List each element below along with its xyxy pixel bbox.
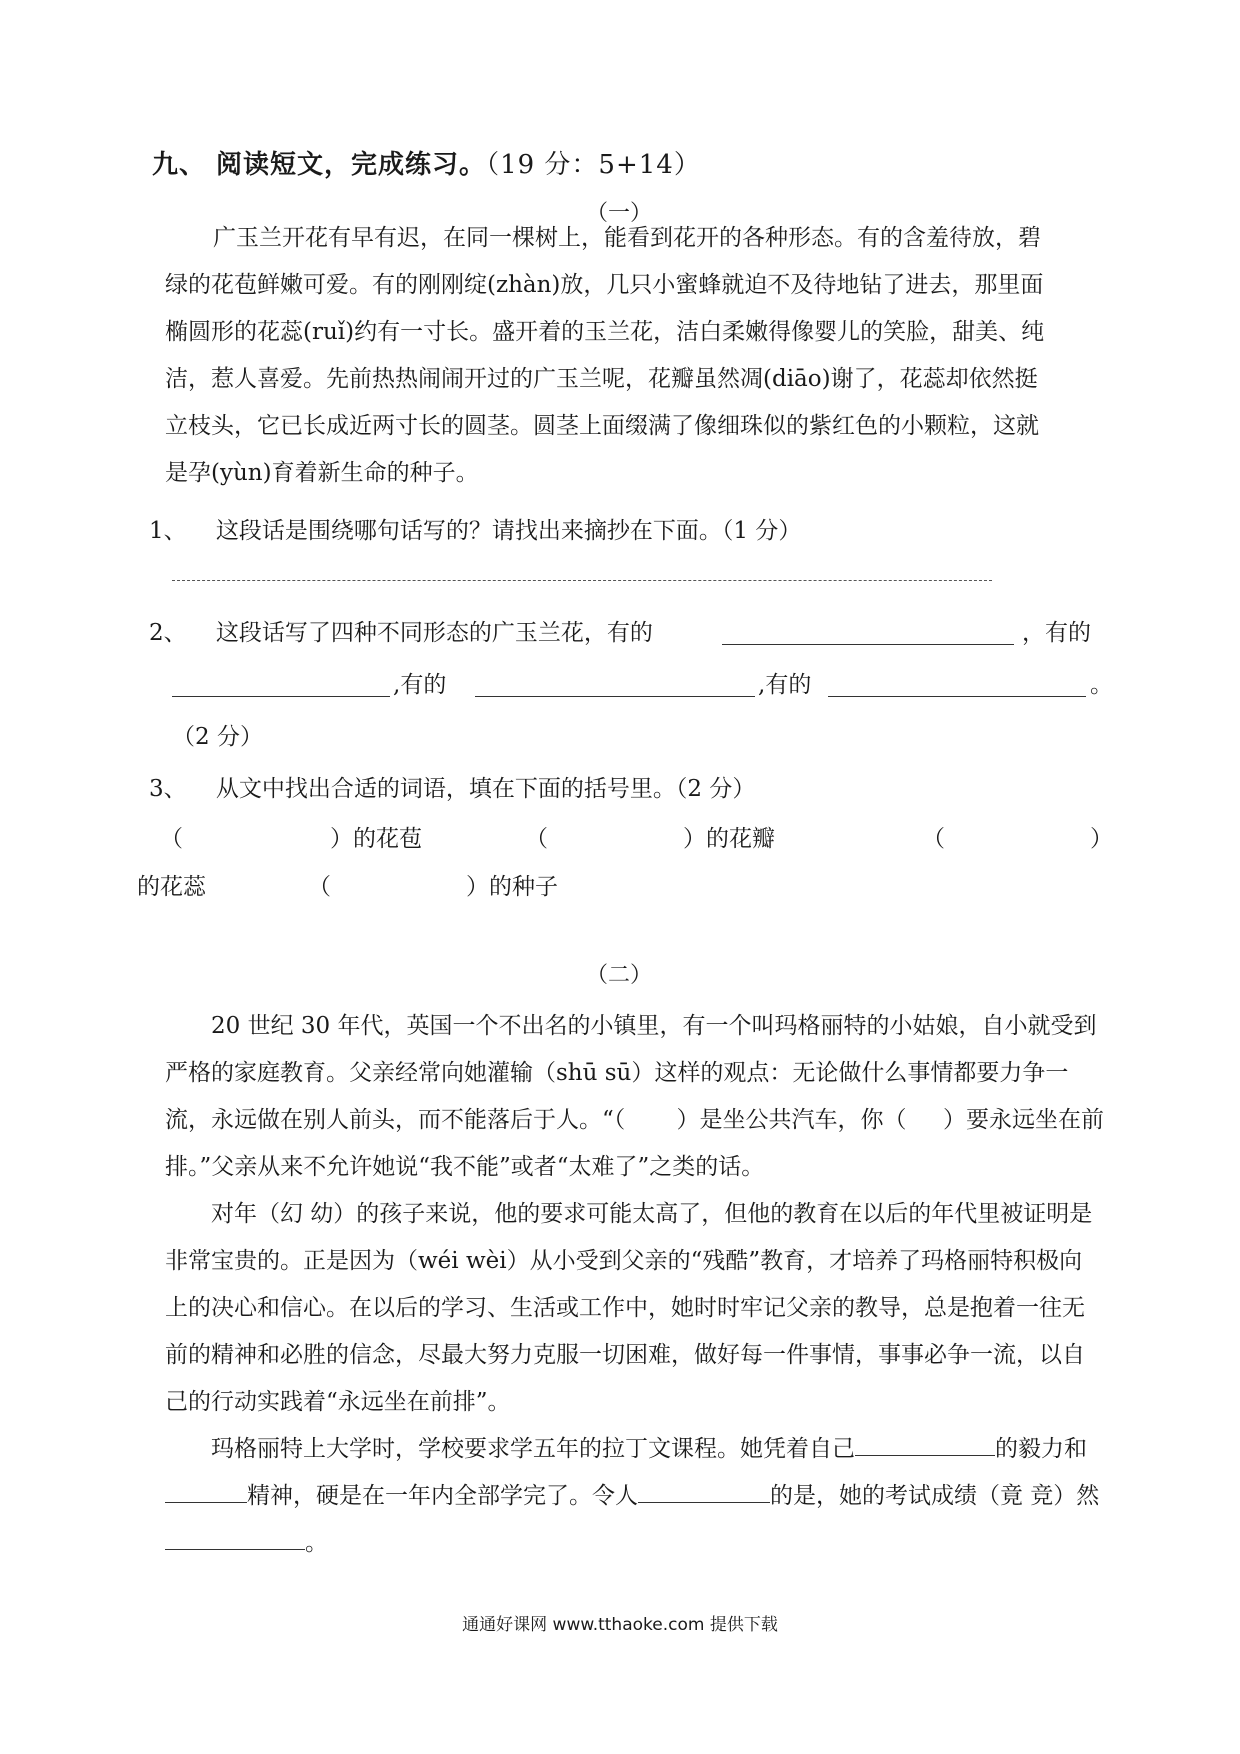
passage1-line: 广玉兰开花有早有迟，在同一棵树上，能看到花开的各种形态。有的含羞待放，碧	[213, 225, 1041, 251]
separator: ,有的	[758, 672, 812, 698]
question-number: 2、	[149, 620, 187, 646]
fill-paren[interactable]: （	[160, 826, 183, 852]
fill-item: ）的花瓣	[683, 826, 775, 852]
fill-paren[interactable]: （	[922, 826, 945, 852]
separator-comma: ，有的	[1022, 620, 1091, 646]
section-title: 九、 阅读短文，完成练习。（19 分：5+14）	[152, 150, 701, 180]
passage1-line: 洁，惹人喜爱。先前热热闹闹开过的广玉兰呢，花瓣虽然凋(diāo)谢了，花蕊却依然挺	[165, 366, 1038, 392]
question-3	[149, 770, 755, 803]
question-2	[149, 614, 653, 647]
passage2-paragraph: 20 世纪 30 年代，英国一个不出名的小镇里，有一个叫玛格丽特的小姑娘，自小就受到严格的家庭教育。父亲经常向她灌输（shū sū）这样的观点：无论做什么事情都要力争一流，永远做在别人前头，而不能落后于人。“（ ）是坐公共汽车，你（ ）要永远坐在前排。”父亲从来不允许她说“我不能”或者“太难了”之类的话。	[165, 1013, 1105, 1180]
passage2-paragraph: 对年（幻 幼）的孩子来说，他的要求可能太高了，但他的教育在以后的年代里被证明是非常宝贵的。正是因为（wéi wèi）从小受到父亲的“残酷”教育，才培养了玛格丽特积极向上的决心和信心。在以后的学习、生活或工作中，她时时牢记父亲的教导，总是抱着一往无前的精神和必胜的信念，尽最大努力克服一切困难，做好每一件事情，事事必争一流，以自己的行动实践着“永远坐在前排”。	[165, 1201, 1093, 1415]
footer-credit: 通通好课网 www.tthaoke.com 提供下载	[462, 1615, 778, 1635]
sentence-end: 。	[1090, 672, 1113, 698]
answer-line-q1[interactable]	[172, 580, 992, 581]
passage1-line: 是孕(yùn)育着新生命的种子。	[165, 460, 479, 486]
passage1-line: 绿的花苞鲜嫩可爱。有的刚刚绽(zhàn)放，几只小蜜蜂就迫不及待地钻了进去，那里面	[165, 272, 1044, 298]
question-1	[149, 512, 801, 545]
answer-blank[interactable]	[828, 696, 1086, 697]
question-number: 3、	[149, 776, 187, 802]
fill-paren[interactable]: （	[525, 826, 548, 852]
question-number: 1、	[149, 518, 187, 544]
answer-blank[interactable]	[475, 696, 755, 697]
fill-item: ）的种子	[466, 874, 558, 900]
question-text: 这段话写了四种不同形态的广玉兰花，有的	[215, 620, 653, 646]
question-text: 这段话是围绕哪句话写的？请找出来摘抄在下面。（1 分）	[215, 518, 802, 544]
answer-blank[interactable]	[165, 1525, 305, 1550]
passage1-line: 椭圆形的花蕊(ruǐ)约有一寸长。盛开着的玉兰花，洁白柔嫩得像婴儿的笑脸，甜美、纯	[165, 319, 1045, 345]
part1-label: （一）	[586, 201, 653, 226]
passage2-paragraph: 玛格丽特上大学时，学校要求学五年的拉丁文课程。她凭着自己 的毅力和精神，硬是在一年内全部学完了。令人 的是，她的考试成绩（竟 竞）然。	[165, 1426, 1105, 1567]
passage2	[165, 1003, 1105, 1567]
fill-item: 的花蕊	[137, 874, 206, 900]
answer-blank[interactable]	[165, 1478, 247, 1503]
answer-blank[interactable]	[172, 696, 390, 697]
answer-blank[interactable]	[638, 1478, 770, 1503]
section-points: （19 分：5+14）	[486, 150, 701, 180]
fill-paren[interactable]: （	[308, 874, 331, 900]
answer-blank[interactable]	[855, 1431, 995, 1456]
question-2-points: （2 分）	[172, 724, 263, 750]
passage1-line: 立枝头，它已长成近两寸长的圆茎。圆茎上面缀满了像细珠似的紫红色的小颗粒，这就	[165, 413, 1039, 439]
separator: ,有的	[393, 672, 447, 698]
question-text: 从文中找出合适的词语，填在下面的括号里。（2 分）	[215, 776, 756, 802]
fill-item: ）的花苞	[330, 826, 422, 852]
part2-label: （二）	[586, 963, 653, 988]
fill-paren-close: ）	[1090, 826, 1113, 852]
answer-blank[interactable]	[722, 644, 1014, 645]
